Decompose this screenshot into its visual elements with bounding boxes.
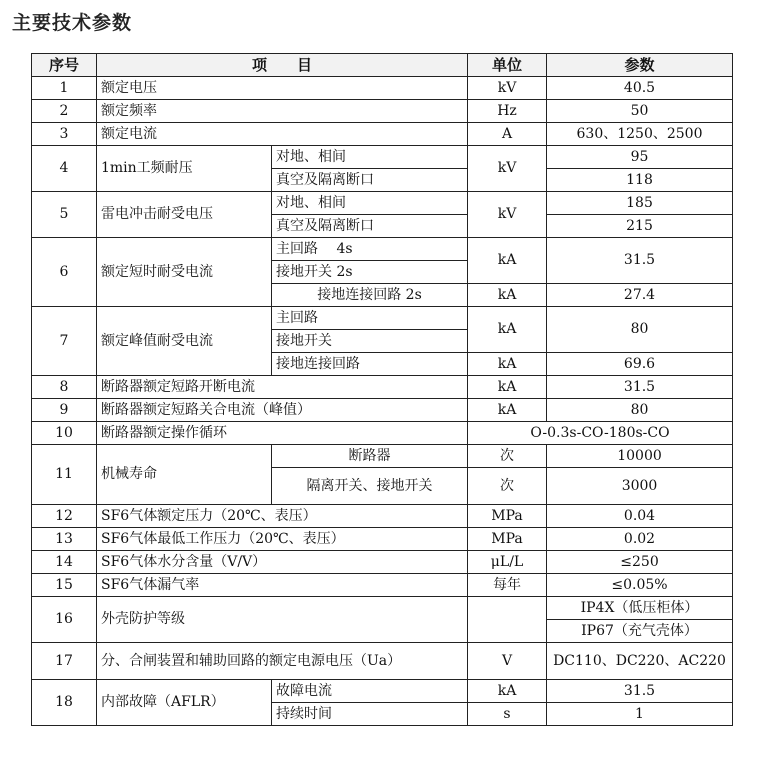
row-value: IP67（充气壳体） bbox=[547, 620, 733, 643]
row-unit: kA bbox=[468, 680, 547, 703]
row-subitem: 真空及隔离断口 bbox=[272, 169, 468, 192]
row-number: 5 bbox=[32, 192, 97, 238]
row-value: 80 bbox=[547, 399, 733, 422]
row-value: 185 bbox=[547, 192, 733, 215]
row-number: 8 bbox=[32, 376, 97, 399]
table-row bbox=[32, 307, 733, 330]
row-item: 额定频率 bbox=[97, 100, 468, 123]
row-value: ≤0.05% bbox=[547, 574, 733, 597]
row-subitem: 对地、相间 bbox=[272, 146, 468, 169]
table-row bbox=[32, 528, 733, 551]
row-value: 0.04 bbox=[547, 505, 733, 528]
row-subitem: 真空及隔离断口 bbox=[272, 215, 468, 238]
row-unit: kA bbox=[468, 376, 547, 399]
table-row bbox=[32, 123, 733, 146]
table-row bbox=[32, 77, 733, 100]
row-subitem: 接地连接回路 bbox=[272, 353, 468, 376]
row-subitem: 对地、相间 bbox=[272, 192, 468, 215]
table-row bbox=[32, 376, 733, 399]
row-item: 机械寿命 bbox=[97, 445, 272, 505]
row-number: 15 bbox=[32, 574, 97, 597]
technical-parameters-table bbox=[31, 53, 733, 726]
row-item: SF6气体额定压力（20℃、表压） bbox=[97, 505, 468, 528]
row-number: 7 bbox=[32, 307, 97, 376]
table-row bbox=[32, 574, 733, 597]
row-value: DC110、DC220、AC220 bbox=[547, 643, 733, 680]
table-row bbox=[32, 445, 733, 468]
row-value: 31.5 bbox=[547, 376, 733, 399]
row-value: 31.5 bbox=[547, 238, 733, 284]
row-unit: kA bbox=[468, 399, 547, 422]
row-unit: MPa bbox=[468, 505, 547, 528]
row-value: O-0.3s-CO-180s-CO bbox=[468, 422, 733, 445]
row-value: 215 bbox=[547, 215, 733, 238]
table-row bbox=[32, 505, 733, 528]
row-value: 95 bbox=[547, 146, 733, 169]
row-item: 额定峰值耐受电流 bbox=[97, 307, 272, 376]
row-value: 10000 bbox=[547, 445, 733, 468]
row-number: 6 bbox=[32, 238, 97, 307]
row-unit: kV bbox=[468, 192, 547, 238]
row-subitem: 接地连接回路 2s bbox=[272, 284, 468, 307]
row-item: 1min工频耐压 bbox=[97, 146, 272, 192]
row-item: 外壳防护等级 bbox=[97, 597, 468, 643]
row-item: 内部故障（AFLR） bbox=[97, 680, 272, 726]
row-number: 14 bbox=[32, 551, 97, 574]
row-unit: kV bbox=[468, 77, 547, 100]
row-number: 2 bbox=[32, 100, 97, 123]
row-item: 分、合闸装置和辅助回路的额定电源电压（Ua） bbox=[97, 643, 468, 680]
table-row bbox=[32, 399, 733, 422]
row-unit: kV bbox=[468, 146, 547, 192]
header-unit: 单位 bbox=[468, 54, 547, 77]
row-value: ≤250 bbox=[547, 551, 733, 574]
row-number: 16 bbox=[32, 597, 97, 643]
header-seq: 序号 bbox=[32, 54, 97, 77]
row-subitem: 故障电流 bbox=[272, 680, 468, 703]
row-unit: μL/L bbox=[468, 551, 547, 574]
row-number: 3 bbox=[32, 123, 97, 146]
table-row bbox=[32, 680, 733, 703]
row-unit: 每年 bbox=[468, 574, 547, 597]
row-item: 断路器额定操作循环 bbox=[97, 422, 468, 445]
row-item: SF6气体最低工作压力（20℃、表压） bbox=[97, 528, 468, 551]
row-subitem: 接地开关 bbox=[272, 330, 468, 353]
row-value: 118 bbox=[547, 169, 733, 192]
row-unit: Hz bbox=[468, 100, 547, 123]
row-value: 0.02 bbox=[547, 528, 733, 551]
row-value: 630、1250、2500 bbox=[547, 123, 733, 146]
row-value: 31.5 bbox=[547, 680, 733, 703]
row-unit: kA bbox=[468, 284, 547, 307]
row-number: 4 bbox=[32, 146, 97, 192]
row-unit: kA bbox=[468, 353, 547, 376]
row-unit: 次 bbox=[468, 468, 547, 505]
table-row bbox=[32, 146, 733, 169]
header-value: 参数 bbox=[547, 54, 733, 77]
row-number: 13 bbox=[32, 528, 97, 551]
row-subitem: 断路器 bbox=[272, 445, 468, 468]
row-value: 80 bbox=[547, 307, 733, 353]
row-unit: kA bbox=[468, 307, 547, 353]
header-item: 项 目 bbox=[97, 54, 468, 77]
table-header-row bbox=[32, 54, 733, 77]
table-row bbox=[32, 551, 733, 574]
row-unit: V bbox=[468, 643, 547, 680]
row-unit: 次 bbox=[468, 445, 547, 468]
row-subitem: 接地开关 2s bbox=[272, 261, 468, 284]
table-row bbox=[32, 597, 733, 620]
row-unit-empty bbox=[468, 597, 547, 643]
row-value: 3000 bbox=[547, 468, 733, 505]
row-unit: s bbox=[468, 703, 547, 726]
row-value: 40.5 bbox=[547, 77, 733, 100]
table-row bbox=[32, 100, 733, 123]
row-number: 17 bbox=[32, 643, 97, 680]
row-number: 11 bbox=[32, 445, 97, 505]
table-row bbox=[32, 238, 733, 261]
row-value: 1 bbox=[547, 703, 733, 726]
row-number: 1 bbox=[32, 77, 97, 100]
row-value: IP4X（低压柜体） bbox=[547, 597, 733, 620]
row-item: 额定电流 bbox=[97, 123, 468, 146]
row-unit: MPa bbox=[468, 528, 547, 551]
row-value: 50 bbox=[547, 100, 733, 123]
row-number: 18 bbox=[32, 680, 97, 726]
row-value: 69.6 bbox=[547, 353, 733, 376]
row-item: 断路器额定短路开断电流 bbox=[97, 376, 468, 399]
table-row bbox=[32, 422, 733, 445]
page-title: 主要技术参数 bbox=[12, 12, 133, 34]
row-number: 12 bbox=[32, 505, 97, 528]
row-unit: kA bbox=[468, 238, 547, 284]
row-value: 27.4 bbox=[547, 284, 733, 307]
row-unit: A bbox=[468, 123, 547, 146]
table-row bbox=[32, 643, 733, 680]
row-item: 额定电压 bbox=[97, 77, 468, 100]
row-number: 10 bbox=[32, 422, 97, 445]
row-subitem: 主回路 bbox=[272, 307, 468, 330]
row-item: 额定短时耐受电流 bbox=[97, 238, 272, 307]
row-item: 断路器额定短路关合电流（峰值） bbox=[97, 399, 468, 422]
table-row bbox=[32, 192, 733, 215]
row-subitem: 隔离开关、接地开关 bbox=[272, 468, 468, 505]
row-number: 9 bbox=[32, 399, 97, 422]
row-subitem: 主回路 4s bbox=[272, 238, 468, 261]
row-item: SF6气体水分含量（V/V） bbox=[97, 551, 468, 574]
row-subitem: 持续时间 bbox=[272, 703, 468, 726]
row-item: 雷电冲击耐受电压 bbox=[97, 192, 272, 238]
row-item: SF6气体漏气率 bbox=[97, 574, 468, 597]
